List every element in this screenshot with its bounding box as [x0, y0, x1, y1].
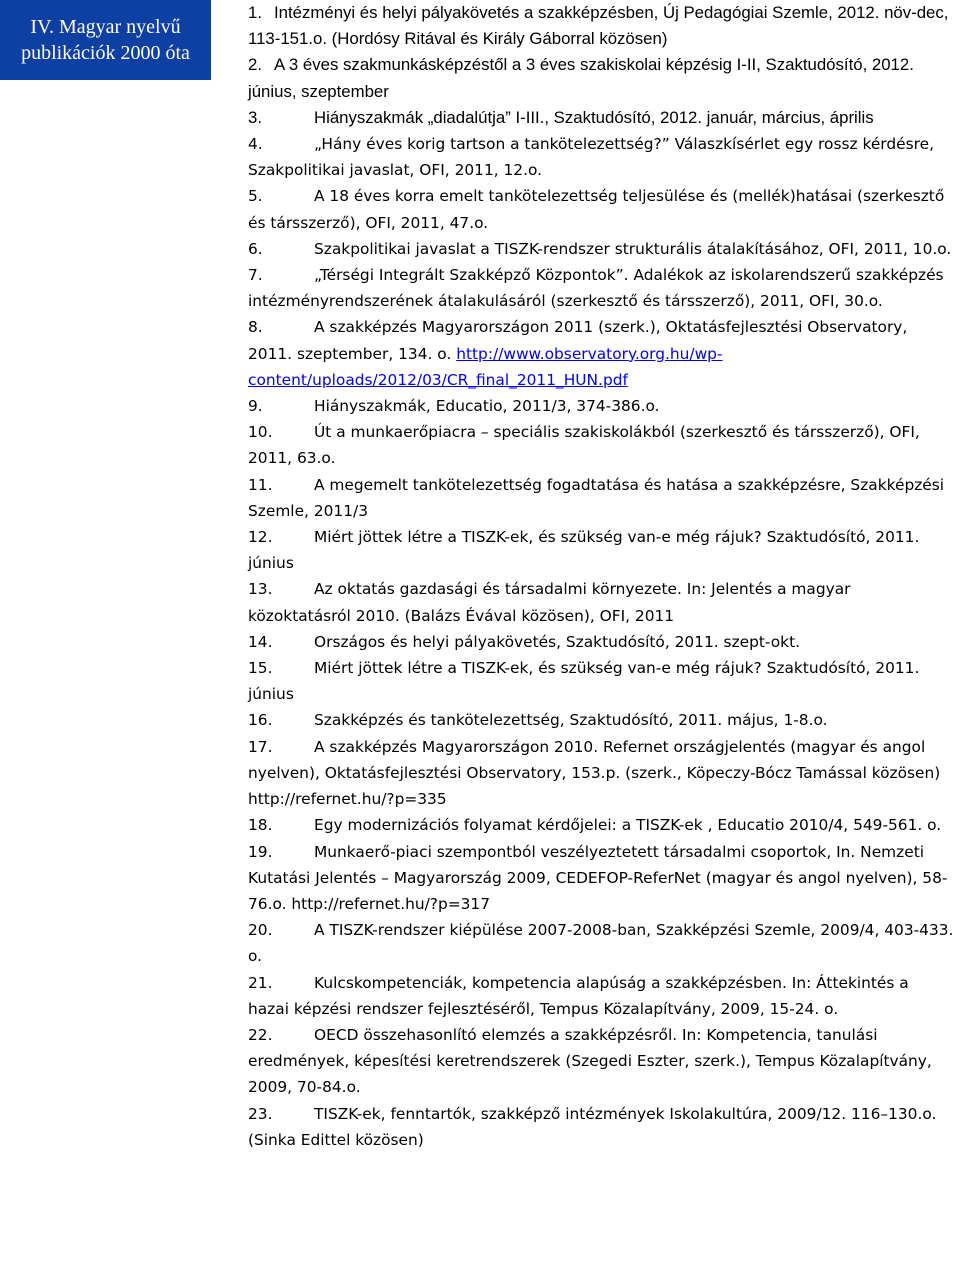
publication-item [248, 183, 954, 235]
item-text: Hiányszakmák, Educatio, 2011/3, 374-386.o. [314, 397, 660, 416]
publication-item [248, 105, 954, 131]
publication-item [248, 812, 954, 838]
publication-item [248, 707, 954, 733]
publication-list [248, 0, 954, 1153]
item-number: 14. [248, 632, 273, 651]
publication-item [248, 1022, 954, 1101]
item-text: A szakképzés Magyarországon 2010. Refernet országjelentés (magyar és angol nyelven), Oktatásfejlesztési Observatory, 153.p. (szerk., Köpeczy-Bócz Tamással közösen) http://refernet.hu/?p=335 [248, 737, 941, 809]
publication-item [248, 839, 954, 918]
item-number: 9. [248, 397, 263, 416]
publication-item [248, 1101, 954, 1153]
section-title-box [0, 0, 211, 80]
item-number: 23. [248, 1104, 273, 1123]
item-text: A 3 éves szakmunkásképzéstől a 3 éves szakiskolai képzésig I-II, Szaktudósító, 2012. június, szeptember [248, 55, 914, 101]
item-text: Út a munkaerőpiacra – speciális szakiskolákból (szerkesztő és társszerző), OFI, 2011, 63.o. [248, 423, 920, 468]
item-number: 8. [248, 318, 263, 337]
publication-item [248, 314, 954, 393]
item-text: Intézményi és helyi pályakövetés a szakképzésben, Új Pedagógiai Szemle, 2012. növ-dec, 113-151.o. (Hordósy Ritával és Király Gáborral közösen) [248, 3, 949, 49]
publication-item [248, 576, 954, 628]
item-text: TISZK-ek, fenntartók, szakképző intézmények Iskolakultúra, 2009/12. 116–130.o. (Sinka Edittel közösen) [248, 1104, 937, 1149]
item-text: A szakképzés Magyarországon 2011 (szerk.), Oktatásfejlesztési Observatory, 2011. szeptember, 134. o. [248, 318, 908, 363]
item-text: Egy modernizációs folyamat kérdőjelei: a TISZK-ek , Educatio 2010/4, 549-561. o. [314, 816, 942, 835]
publication-item [248, 472, 954, 524]
item-number: 1. [248, 3, 262, 22]
item-number: 18. [248, 816, 273, 835]
item-number: 22. [248, 1025, 273, 1044]
item-number: 21. [248, 973, 273, 992]
publication-item [248, 393, 954, 419]
item-number: 12. [248, 528, 273, 547]
publication-link[interactable]: http://www.observatory.org.hu/wp-content/uploads/2012/03/CR_final_2011_HUN.pdf [248, 344, 723, 389]
item-text: OECD összehasonlító elemzés a szakképzésről. In: Kompetencia, tanulási eredmények, képesítési keretrendszerek (Szegedi Eszter, szerk.), Tempus Közalapítvány, 2009, 70-84.o. [248, 1025, 932, 1097]
item-text: Munkaerő-piaci szempontból veszélyeztetett társadalmi csoportok, In. Nemzeti Kutatási Jelentés – Magyarország 2009, CEDEFOP-ReferNet (magyar és angol nyelven), 58-76.o. http://refernet.hu/?p=317 [248, 842, 948, 913]
publication-item [248, 419, 954, 471]
item-number: 16. [248, 711, 273, 730]
section-title-line-1: IV. Magyar nyelvű [30, 16, 181, 38]
item-number: 13. [248, 580, 273, 599]
item-text: Szakpolitikai javaslat a TISZK-rendszer strukturális átalakításához, OFI, 2011, 10.o. [314, 239, 952, 258]
item-text: Miért jöttek létre a TISZK-ek, és szükség van-e még rájuk? Szaktudósító, 2011. június [248, 528, 920, 573]
item-number: 10. [248, 423, 273, 442]
item-number: 7. [248, 266, 263, 285]
publication-item [248, 734, 954, 813]
publication-item [248, 131, 954, 183]
item-number: 17. [248, 737, 273, 756]
item-text: A megemelt tankötelezettség fogadtatása és hatása a szakképzésre, Szakképzési Szemle, 2011/3 [248, 475, 945, 520]
item-number: 2. [248, 55, 262, 75]
item-text: A 18 éves korra emelt tankötelezettség teljesülése és (mellék)hatásai (szerkesztő és társszerző), OFI, 2011, 47.o. [248, 187, 945, 232]
publication-item [248, 655, 954, 707]
publication-item [248, 262, 954, 314]
item-number: 3. [248, 107, 262, 127]
item-text: Országos és helyi pályakövetés, Szaktudósító, 2011. szept-okt. [314, 632, 801, 651]
item-text: Az oktatás gazdasági és társadalmi környezete. In: Jelentés a magyar közoktatásról 2010. (Balázs Évával közösen), OFI, 2011 [248, 580, 851, 625]
item-text: Kulcskompetenciák, kompetencia alapúság a szakképzésben. In: Áttekintés a hazai képzési rendszer fejlesztéséről, Tempus Közalapítvány, 2009, 15-24. o. [248, 973, 909, 1018]
item-text: „Térségi Integrált Szakképző Központok”. Adalékok az iskolarendszerű szakképzés intézményrendszerének átalakulásáról (szerkesztő és társszerző), 2011, OFI, 30.o. [248, 266, 944, 311]
item-number: 20. [248, 921, 273, 940]
item-number: 15. [248, 659, 273, 678]
item-number: 6. [248, 239, 263, 258]
item-text: Hiányszakmák „diadalútja” I-III., Szaktudósító, 2012. január, március, április [314, 107, 874, 127]
publication-item [248, 629, 954, 655]
publication-item [248, 0, 954, 52]
publication-item [248, 917, 954, 969]
section-title-line-2: publikációk 2000 óta [21, 42, 190, 64]
publication-item [248, 524, 954, 576]
publication-item [248, 236, 954, 262]
item-text: Miért jöttek létre a TISZK-ek, és szükség van-e még rájuk? Szaktudósító, 2011. június [248, 659, 920, 704]
item-text: A TISZK-rendszer kiépülése 2007-2008-ban, Szakképzési Szemle, 2009/4, 403-433. o. [248, 921, 954, 966]
item-text: Szakképzés és tankötelezettség, Szaktudósító, 2011. május, 1-8.o. [314, 711, 828, 730]
item-text: „Hány éves korig tartson a tankötelezettség?” Válaszkísérlet egy rossz kérdésre, Szakpolitikai javaslat, OFI, 2011, 12.o. [248, 135, 934, 180]
publication-item [248, 52, 954, 104]
item-number: 11. [248, 475, 273, 494]
item-number: 19. [248, 842, 273, 861]
item-number: 5. [248, 187, 263, 206]
item-number: 4. [248, 135, 263, 154]
publication-item [248, 970, 954, 1022]
